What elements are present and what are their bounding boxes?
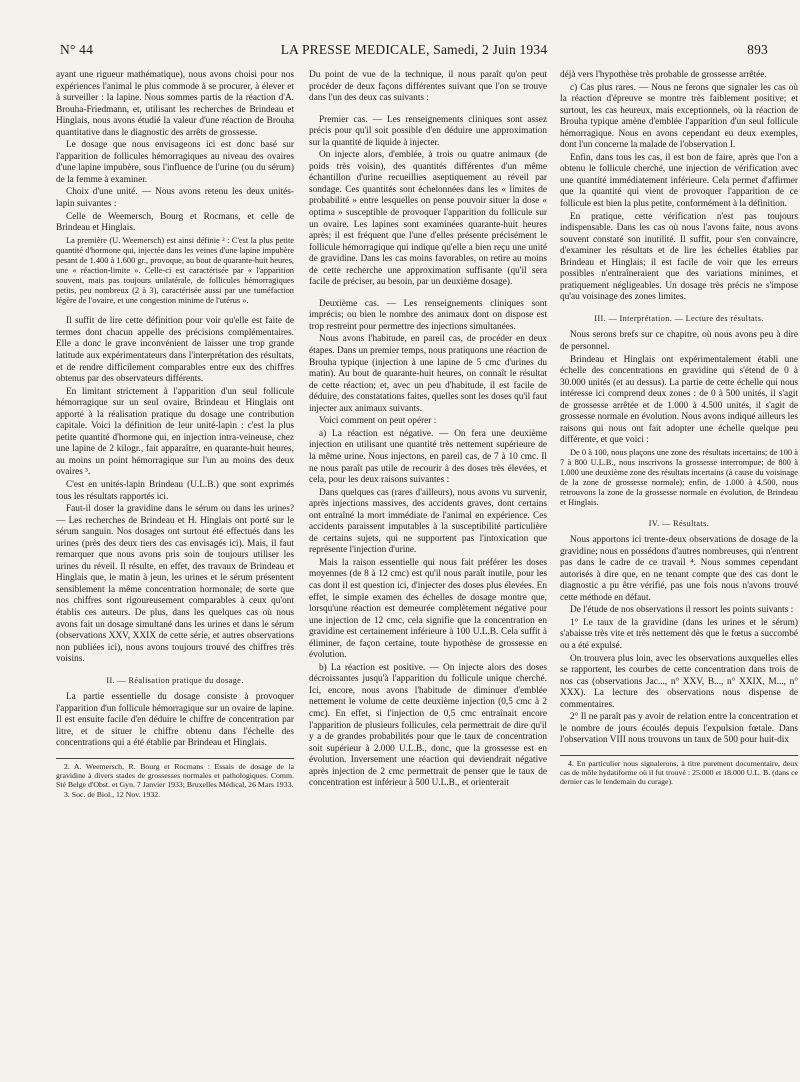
paragraph: Deuxième cas. — Les renseignements cliniques sont imprécis; ou bien le nombre des animaux dont on dispose est trop restreint pour permettre des injections simultanées. [309,298,547,332]
masthead-title: LA PRESSE MEDICALE, Samedi, 2 Juin 1934 [280,42,548,57]
paragraph: Le dosage que nous envisageons ici est donc basé sur l'apparition de follicules hémorragiques au niveau des ovaires d'une lapine impubère, sous l'influence de l'urine (ou du sérum) de la femme à examiner. [56,140,294,185]
footnote: 3. Soc. de Biol., 12 Nov. 1932. [64,789,161,799]
paragraph: déjà vers l'hypothèse très probable de grossesse arrêtée. [560,70,767,80]
footnote: 4. En particulier nous signalerons, à titre purement documentaire, deux cas de môle hydatiforme où il fut trouvé : 25.000 et 18.000 U.L. B. (dans ce dernier cas le lendemain du curage). [560,758,798,787]
paragraph: b) La réaction est positive. — On injecte alors des doses décroissantes jusqu'à l'apparition du follicule unique cherché. Ici, encore, nous avons l'habitude de diminuer d'emblée nettement le volume de cette deuxième injection (0,5 cmc à 2 cmc). En effet, si l'injection de 0,5 cmc entraînait encore l'apparition de plusieurs follicules, cela permettrait de dire qu'il y a de grandes probabilités pour que le taux de concentration soit supérieur à 2.000 U.L.B., donc, que la grossesse est en évolution. Inversement une réaction qui deviendrait négative après injection de 2 cmc permettrait de penser que le taux de concentration est inférieur à 500 U.L.B., et orienterait [309,662,547,789]
paragraph: 2° Il ne paraît pas y avoir de relation entre la concentration et le nombre de jours écoulés depuis l'expulsion fœtale. Dans l'observation VIII nous trouvons un taux de 500 pour huit-dix [560,712,798,746]
paragraph: La partie essentielle du dosage consiste à provoquer l'apparition d'un follicule hémorragique sur un ovaire de lapine. Il est ensuite facile d'en déduire le chiffre de concentration par litre, et de situer le chiffre obtenu dans l'échelle des concentrations qui a été établie par Brindeau et Hinglais. [56,692,294,749]
footnote: 2. A. Weemersch, R. Bourg et Rocmans : Essais de dosage de la gravidine à divers stades de grossesses normales et pathologiques. Comm. Sté Belge d'Obst. et Gyn. 7 Janvier 1933; Bruxelles Médical, 26 Mars 1933. [56,762,294,790]
section-heading: III. — Interprétation. — Lecture des résultats. [594,313,764,323]
paragraph: 1° Le taux de la gravidine (dans les urines et le sérum) s'abaisse très vite et très nettement dès que le fœtus a succombé ou a été expulsé. [560,617,798,651]
paragraph: Nous avons l'habitude, en pareil cas, de procéder en deux étapes. Dans un premier temps, nous pratiquons une réaction de Brouha typique (injection à une lapine de 5 cmc d'urines du matin). Au bout de quarante-huit heures, on connaît le résultat de cette réaction; et, avec un peu d'habitude, il est facile de déduire, des constatations faites, quelles sont les doses qu'il faut injecter aux animaux suivants. [309,334,547,414]
paragraph-spacer [56,307,294,315]
paragraph: c) Cas plus rares. — Nous ne ferons que signaler les cas où la réaction d'épreuve se montre très faiblement positive; et surtout, les cas heureux, mais exceptionnels, où la réaction de Brouha typique amène d'emblée l'apparition d'un seul follicule hémorragique. Nous en avons cependant eu deux exemples, dont l'un concerne la malade de l'observation I. [560,82,798,151]
paragraph: Faut-il doser la gravidine dans le sérum ou dans les urines? — Les recherches de Brindeau et H. Hinglais ont porté sur le sérum sanguin. Nos dosages ont surtout été effectués dans les urines (près des deux tiers des cas envisagés ici). Mais, il faut remarquer que nous avons pris soin de toujours utiliser les urines du réveil. Il résulte, en effet, des travaux de Brindeau et Hinglais que, le matin à jeun, les urines et le sérum présentent sensiblement la même concentration hormonale; de sorte que nos chiffres sont rigoureusement comparables à ceux qu'ont établis ces auteurs. De plus, dans les quelques cas où nous avons fait un dosage simultané dans les urines et dans le sérum (observations XXV, XXIX de cette série, et autres observations non publiées ici), nous avons toujours trouvé des chiffres très voisins. [56,504,294,665]
paragraph: Voici comment on peut opérer : [319,416,437,427]
paragraph: Il suffit de lire cette définition pour voir qu'elle est faite de termes dont chacun appelle des précisions complémentaires. Elle a donc le grave inconvénient de laisser une trop grande latitude aux expérimentateurs dans l'interprétation des résultats, et de rendre difficilement comparables entre eux des chiffres obtenus par des observateurs différents. [56,316,294,385]
issue-number: N° 44 [60,42,94,57]
page-number: 893 [747,42,768,57]
paragraph: Enfin, dans tous les cas, il est bon de faire, après que l'on a obtenu le follicule cherché, une injection de vérification avec une quantité immédiatement inférieure. Cela permet d'affirmer que la quantité qui vient de provoquer l'apparition de ce follicule est bien la plus petite, conformément à la définition. [560,152,798,210]
column-left [56,70,294,799]
section-heading: II. — Réalisation pratique du dosage. [106,675,244,685]
page-header [60,42,768,62]
column-right [560,70,798,787]
paragraph-spacer [309,290,547,298]
paragraph: Choix d'une unité. — Nous avons retenu les deux unités-lapin suivantes : [56,187,294,210]
paragraph: C'est en unités-lapin Brindeau (U.L.B.) que sont exprimés tous les résultats rapportés ici. [56,479,294,502]
paragraph: La première (U. Weemersch) est ainsi définie ² : C'est la plus petite quantité d'hormone qui, injectée dans les veines d'une lapine impubère pesant de 1.400 à 1.600 gr., provoque, au bout de quarante-huit heures, une « réaction-limite ». Celle-ci est caractérisée par « l'apparition souvent, mais pas toujours unilatérale, de follicules hémorragiques petits, peu nombreux (2 à 3), caractérisée aussi par une tuméfaction légère de l'ovaire, et une congestion minime de l'utérus ». [56,235,294,306]
paragraph: Du point de vue de la technique, il nous paraît qu'on peut procéder de deux façons différentes suivant que l'on se trouve dans l'un des deux cas suivants : [309,70,547,104]
paragraph: Premier cas. — Les renseignements cliniques sont assez précis pour qu'il soit possible d'en déduire une approximation sur la quantité de liquide à injecter. [309,114,547,148]
paragraph: ayant une rigueur mathématique), nous avons choisi pour nos expériences l'animal le plus commode à se procurer, à élever et à surveiller : la lapine. Nous sommes partis de la réaction d'A. Brouha-Friedmann, et, utilisant les recherches de Brindeau et Hinglais, nous avons étudié la valeur d'une réaction de Brouha quantitative dans le diagnostic des arrêts de grossesse. [56,70,294,138]
paragraph: Brindeau et Hinglais ont expérimentalement établi une échelle des concentrations en gravidine qui s'étend de 0 à 30.000 unités (et au dessus). La partie de cette échelle qui nous intéresse ici comprend deux zones : de 0 à 500 unités, il s'agit de grossesse arrêtée et de 1.000 à 4.500 unités, il s'agit de grossesse normale en évolution. Nous avons indiqué ailleurs les raisons qui nous ont fait adopter une échelle quelque peu différente, et que voici : [560,354,798,446]
column-middle [309,70,547,791]
newspaper-page [28,0,798,1082]
paragraph: Mais la raison essentielle qui nous fait préférer les doses moyennes (de 8 à 12 cmc) est qu'il nous paraît inutile, pour les cas dont il est question ici, d'injecter des doses plus élevées. En effet, le simple examen des échelles de dosage montre que, lorsqu'une réaction est demeurée complètement négative pour une injection de 12 cmc, cela signifie que la concentration en gravidine est certainement inférieure à 100 U.L.B. Cela suffit à éliminer, de façon certaine, toute hypothèse de grossesse en évolution. [309,557,547,661]
paragraph-spacer [309,106,547,114]
footnotes [560,755,798,787]
paragraph: On trouvera plus loin, avec les observations auxquelles elles se rapportent, les courbes de cette concentration dans trois de nos cas (observations Jac..., n° XXV, B..., n° XXIX, M..., n° XXX). La lecture des observations nous dispense de commentaires. [560,653,798,710]
paragraph: Nous serons brefs sur ce chapitre, où nous avons peu à dire de personnel. [560,330,798,353]
paragraph: Nous apportons ici trente-deux observations de dosage de la gravidine; nous en possédons d'autres nombreuses, qui n'entrent pas dans le cadre de ce travail ⁴. Nous sommes cependant autorisés à dire que, en ne tenant compte que des cas dont le diagnostic a pu être vérifié, pas une fois nous n'avons trouvé cette méthode en défaut. [560,535,798,603]
section-heading: IV. — Résultats. [648,518,710,528]
paragraph: Dans quelques cas (rares d'ailleurs), nous avons vu survenir, après injections massives, des accidents graves, dont certains ont entraîné la mort immédiate de l'animal en expérience. Ces accidents paraissent imputables à la susceptibilité particulière de certains sujets, qui ne supportent pas l'intoxication que représente l'injection d'urine. [309,487,547,556]
paragraph: a) La réaction est négative. — On fera une deuxième injection en utilisant une quantité très nettement supérieure de la même urine. Nous injectons, en pareil cas, de 7 à 10 cmc. Il ne nous paraît pas utile de recourir à des doses très élevées, et cela, pour les deux raisons suivantes : [309,428,547,486]
paragraph: On injecte alors, d'emblée, à trois ou quatre animaux (de poids très voisin), des quantités différentes d'un même échantillon d'urine recueillies aseptiquement au réveil par sondage. Ces quantités sont échelonnées dans les « limites de probabilité » entre lesquelles on pense pouvoir situer la dose « optima » susceptible de provoquer l'apparition du follicule sur un ovaire. Les lapines sont examinées quarante-huit heures après; il est fréquent que l'une d'elles présente précisément le follicule hémorragique qui indique qu'elle a bien reçu une unité de gravidine. Dans les cas moins favorables, on retire au moins de cette recherche une approximation suffisante (qu'il sera facile de préciser, au besoin, par un deuxième dosage). [309,150,547,288]
paragraph: En limitant strictement à l'apparition d'un seul follicule hémorragique sur un seul ovaire, Brindeau et Hinglais ont apporté à la réalisation pratique du dosage une contribution capitale. Voici la définition de leur unité-lapin : c'est la plus petite quantité d'hormone qui, en injection intra-veineuse, chez une lapine de 2 kilogr., fait apparaître, en quarante-huit heures, au moins un point hémorragique sur l'un au moins des deux ovaires ³. [56,386,294,478]
paragraph: De l'étude de nos observations il ressort les points suivants : [570,605,794,616]
paragraph: De 0 à 100, nous plaçons une zone des résultats incertains; de 100 à 7 à 800 U.L.B., nous inscrivons la grossesse interrompue; de 800 à 1.000 une deuxième zone des résultats incertains (à cause du voisinage de la zone de grossesse normale); enfin, de 1.000 à 4.500, nous retrouvons la zone de la grossesse normale en évolution, de Brindeau et Hinglais. [560,447,798,508]
paragraph: En pratique, cette vérification n'est pas toujours indispensable. Dans les cas où nous l'avons faite, nous avons souvent constaté son inutilité. Il suffit, pour s'en convaincre, d'examiner les résultats et de lire les échelles établies par Brindeau et Hinglais; il est facile de voir que les erreurs possibles n'entraîneraient que des variations minimes, et pratiquement négligeables. Un dosage très précis ne s'impose qu'au voisinage des zones limites. [560,211,798,303]
footnotes [56,758,294,799]
paragraph: Celle de Weemersch, Bourg et Rocmans, et celle de Brindeau et Hinglais. [56,211,294,234]
